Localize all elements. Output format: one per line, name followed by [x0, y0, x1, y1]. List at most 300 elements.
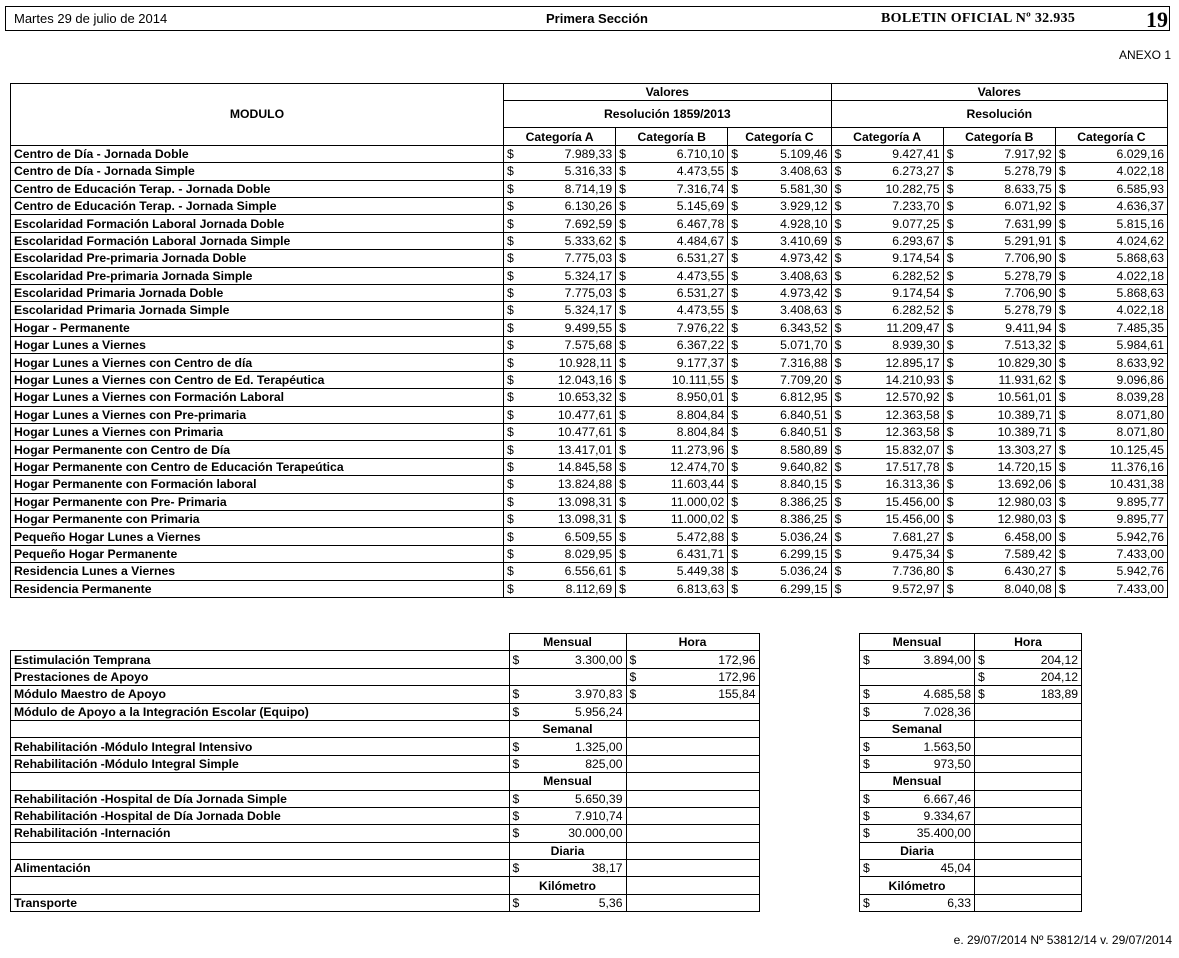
currency-sign: $: [728, 371, 749, 388]
value-cell: 6.531,27: [636, 250, 728, 267]
value-cell: 7.976,22: [636, 319, 728, 336]
currency-sign: $: [509, 651, 530, 668]
module-name: Centro de Día - Jornada Doble: [11, 145, 504, 162]
currency-sign: $: [943, 563, 964, 580]
currency-sign: $: [728, 319, 749, 336]
value-cell: 7.485,35: [1076, 319, 1168, 336]
currency-sign: $: [943, 493, 964, 510]
value-cell: [995, 807, 1082, 824]
value-cell: 5.036,24: [748, 563, 831, 580]
value-cell: 8.950,01: [636, 389, 728, 406]
period-header: Mensual: [509, 773, 626, 790]
value-cell: 9.895,77: [1076, 510, 1168, 527]
service-name: Módulo Maestro de Apoyo: [11, 686, 510, 703]
value-cell: 5.316,33: [524, 163, 616, 180]
value-cell: 7.575,68: [524, 337, 616, 354]
currency-sign: $: [831, 476, 852, 493]
value-cell: 4.022,18: [1076, 267, 1168, 284]
currency-sign: $: [616, 319, 637, 336]
currency-sign: $: [728, 284, 749, 301]
values-header-1: Valores: [504, 84, 832, 101]
currency-sign: $: [728, 215, 749, 232]
value-cell: 6.840,51: [748, 406, 831, 423]
value-cell: 13.824,88: [524, 476, 616, 493]
value-cell: 45,04: [880, 860, 975, 877]
value-cell: 4.636,37: [1076, 197, 1168, 214]
value-cell: 6.710,10: [636, 145, 728, 162]
value-cell: 7.692,59: [524, 215, 616, 232]
period-header: Kilómetro: [860, 877, 975, 894]
currency-sign: [626, 790, 647, 807]
value-cell: [647, 790, 760, 807]
currency-sign: $: [504, 145, 525, 162]
table-row: [11, 807, 760, 824]
currency-sign: $: [860, 860, 881, 877]
value-cell: 8.386,25: [748, 510, 831, 527]
value-cell: 6.430,27: [964, 563, 1056, 580]
module-name: Hogar Lunes a Viernes con Centro de día: [11, 354, 504, 371]
value-cell: 9.177,37: [636, 354, 728, 371]
value-cell: 5.956,24: [530, 703, 627, 720]
currency-sign: $: [728, 563, 749, 580]
currency-sign: $: [728, 528, 749, 545]
currency-sign: $: [943, 267, 964, 284]
table-row: [11, 738, 760, 755]
value-cell: 8.386,25: [748, 493, 831, 510]
currency-sign: [860, 668, 881, 685]
table-row: [860, 807, 1082, 824]
module-name: Residencia Permanente: [11, 580, 504, 597]
currency-sign: $: [616, 580, 637, 597]
currency-sign: $: [728, 145, 749, 162]
currency-sign: $: [728, 510, 749, 527]
currency-sign: $: [509, 790, 530, 807]
module-name: Hogar Permanente con Formación laboral: [11, 476, 504, 493]
value-cell: 13.098,31: [524, 510, 616, 527]
value-cell: 5.333,62: [524, 232, 616, 249]
value-cell: 9.499,55: [524, 319, 616, 336]
value-cell: 8.112,69: [524, 580, 616, 597]
value-cell: 3.970,83: [530, 686, 627, 703]
currency-sign: $: [504, 250, 525, 267]
value-cell: 13.417,01: [524, 441, 616, 458]
currency-sign: $: [728, 545, 749, 562]
currency-sign: $: [504, 476, 525, 493]
value-cell: 6.467,78: [636, 215, 728, 232]
currency-sign: $: [860, 894, 881, 911]
currency-sign: $: [1055, 545, 1076, 562]
currency-sign: $: [509, 825, 530, 842]
table-row: [860, 894, 1082, 911]
value-cell: 30.000,00: [530, 825, 627, 842]
module-name: Pequeño Hogar Lunes a Viernes: [11, 528, 504, 545]
currency-sign: $: [504, 163, 525, 180]
value-cell: 8.633,75: [964, 180, 1056, 197]
currency-sign: $: [943, 528, 964, 545]
currency-sign: $: [728, 197, 749, 214]
value-cell: [995, 790, 1082, 807]
currency-sign: $: [504, 563, 525, 580]
module-name: Hogar Permanente con Centro de Día: [11, 441, 504, 458]
value-cell: 5.109,46: [748, 145, 831, 162]
value-cell: 9.096,86: [1076, 371, 1168, 388]
table-row: [11, 180, 1168, 197]
currency-sign: $: [504, 441, 525, 458]
currency-sign: [975, 703, 996, 720]
value-cell: 7.706,90: [964, 250, 1056, 267]
value-cell: 825,00: [530, 755, 627, 772]
value-cell: 5.984,61: [1076, 337, 1168, 354]
currency-sign: $: [504, 493, 525, 510]
value-cell: 7.316,74: [636, 180, 728, 197]
header-date: Martes 29 de julio de 2014: [14, 11, 168, 26]
currency-sign: $: [504, 458, 525, 475]
currency-sign: $: [1055, 197, 1076, 214]
table-row: [11, 755, 760, 772]
currency-sign: $: [504, 267, 525, 284]
value-cell: 10.431,38: [1076, 476, 1168, 493]
module-name: Hogar Lunes a Viernes con Formación Laboral: [11, 389, 504, 406]
currency-sign: $: [728, 232, 749, 249]
currency-sign: $: [1055, 424, 1076, 441]
value-cell: 5.650,39: [530, 790, 627, 807]
module-name: Hogar Lunes a Viernes con Primaria: [11, 424, 504, 441]
value-cell: 6.130,26: [524, 197, 616, 214]
currency-sign: $: [616, 424, 637, 441]
value-cell: [647, 860, 760, 877]
currency-sign: $: [975, 668, 996, 685]
table-row: [11, 720, 760, 737]
value-cell: 5.581,30: [748, 180, 831, 197]
value-cell: 35.400,00: [880, 825, 975, 842]
period-header: Semanal: [509, 720, 626, 737]
category-header: Categoría C: [728, 128, 831, 145]
currency-sign: $: [1055, 389, 1076, 406]
table-row: [11, 510, 1168, 527]
values-header-2: Valores: [831, 84, 1167, 101]
currency-sign: $: [728, 458, 749, 475]
table-row: [860, 825, 1082, 842]
value-cell: [647, 755, 760, 772]
value-cell: 8.633,92: [1076, 354, 1168, 371]
value-cell: 3.408,63: [748, 302, 831, 319]
currency-sign: $: [1055, 250, 1076, 267]
currency-sign: $: [1055, 163, 1076, 180]
value-cell: 38,17: [530, 860, 627, 877]
value-cell: 10.829,30: [964, 354, 1056, 371]
table-row: [11, 563, 1168, 580]
currency-sign: $: [831, 458, 852, 475]
table-row: [11, 493, 1168, 510]
value-cell: 8.804,84: [636, 406, 728, 423]
value-cell: 10.389,71: [964, 424, 1056, 441]
value-cell: 10.111,55: [636, 371, 728, 388]
currency-sign: $: [616, 406, 637, 423]
value-cell: [647, 703, 760, 720]
currency-sign: $: [943, 545, 964, 562]
currency-sign: $: [728, 406, 749, 423]
module-name: Hogar - Permanente: [11, 319, 504, 336]
currency-sign: $: [831, 510, 852, 527]
currency-sign: $: [504, 406, 525, 423]
value-cell: 6.458,00: [964, 528, 1056, 545]
currency-sign: $: [831, 319, 852, 336]
module-name: Centro de Educación Terap. - Jornada Doble: [11, 180, 504, 197]
table-row: [11, 163, 1168, 180]
value-cell: 5.942,76: [1076, 563, 1168, 580]
table-row: [11, 406, 1168, 423]
value-cell: 15.456,00: [852, 510, 944, 527]
table-row: [860, 755, 1082, 772]
page-number: 19: [1146, 7, 1168, 32]
value-cell: [647, 807, 760, 824]
value-cell: 7.028,36: [880, 703, 975, 720]
currency-sign: $: [616, 493, 637, 510]
blank-cell: [626, 842, 759, 859]
value-cell: 10.477,61: [524, 406, 616, 423]
table-row: [11, 284, 1168, 301]
currency-sign: $: [943, 197, 964, 214]
value-cell: [647, 738, 760, 755]
value-cell: 6.556,61: [524, 563, 616, 580]
currency-sign: $: [728, 580, 749, 597]
value-cell: 4.973,42: [748, 284, 831, 301]
value-cell: [647, 825, 760, 842]
currency-sign: $: [1055, 267, 1076, 284]
currency-sign: $: [943, 371, 964, 388]
currency-sign: $: [943, 145, 964, 162]
value-cell: 6.667,46: [880, 790, 975, 807]
currency-sign: $: [728, 354, 749, 371]
resolution-1859-header: Resolución 1859/2013: [504, 101, 832, 128]
blank-cell: [11, 634, 510, 651]
table-row: [11, 860, 760, 877]
currency-sign: $: [509, 738, 530, 755]
currency-sign: $: [1055, 302, 1076, 319]
value-cell: 10.928,11: [524, 354, 616, 371]
module-name: Centro de Día - Jornada Simple: [11, 163, 504, 180]
value-cell: 11.000,02: [636, 510, 728, 527]
service-name: Módulo de Apoyo a la Integración Escolar (Equipo): [11, 703, 510, 720]
currency-sign: [975, 738, 996, 755]
table-row: [11, 215, 1168, 232]
currency-sign: $: [943, 302, 964, 319]
service-name: Estimulación Temprana: [11, 651, 510, 668]
table-row: [860, 773, 1082, 790]
value-cell: 11.931,62: [964, 371, 1056, 388]
table-row: [860, 877, 1082, 894]
value-cell: 7.681,27: [852, 528, 944, 545]
module-name: Hogar Permanente con Pre- Primaria: [11, 493, 504, 510]
column-header: Mensual: [860, 634, 975, 651]
currency-sign: $: [831, 528, 852, 545]
value-cell: 155,84: [647, 686, 760, 703]
currency-sign: $: [504, 580, 525, 597]
service-name: Rehabilitación -Internación: [11, 825, 510, 842]
column-header: Hora: [975, 634, 1082, 651]
currency-sign: $: [626, 668, 647, 685]
currency-sign: [626, 860, 647, 877]
value-cell: 9.174,54: [852, 284, 944, 301]
currency-sign: $: [831, 354, 852, 371]
currency-sign: $: [1055, 476, 1076, 493]
value-cell: 7.709,20: [748, 371, 831, 388]
blank-cell: [975, 773, 1082, 790]
service-name: Rehabilitación -Hospital de Día Jornada Simple: [11, 790, 510, 807]
currency-sign: $: [616, 458, 637, 475]
value-cell: 7.316,88: [748, 354, 831, 371]
value-cell: [995, 703, 1082, 720]
table-row: [11, 842, 760, 859]
value-cell: 7.910,74: [530, 807, 627, 824]
value-cell: 5.815,16: [1076, 215, 1168, 232]
currency-sign: $: [616, 232, 637, 249]
currency-sign: $: [728, 424, 749, 441]
value-cell: 11.000,02: [636, 493, 728, 510]
value-cell: 7.513,32: [964, 337, 1056, 354]
currency-sign: $: [616, 284, 637, 301]
column-header: Hora: [626, 634, 759, 651]
value-cell: 3.929,12: [748, 197, 831, 214]
currency-sign: $: [616, 197, 637, 214]
module-name: Centro de Educación Terap. - Jornada Simple: [11, 197, 504, 214]
currency-sign: $: [728, 163, 749, 180]
value-cell: 5.868,63: [1076, 284, 1168, 301]
currency-sign: $: [509, 686, 530, 703]
table-row: [860, 668, 1082, 685]
currency-sign: [975, 755, 996, 772]
currency-sign: $: [616, 163, 637, 180]
currency-sign: $: [831, 232, 852, 249]
currency-sign: $: [616, 510, 637, 527]
currency-sign: $: [943, 441, 964, 458]
value-cell: 12.980,03: [964, 493, 1056, 510]
currency-sign: $: [626, 686, 647, 703]
value-cell: 13.303,27: [964, 441, 1056, 458]
value-cell: 9.174,54: [852, 250, 944, 267]
table-row: [860, 686, 1082, 703]
value-cell: 8.580,89: [748, 441, 831, 458]
value-cell: 7.631,99: [964, 215, 1056, 232]
value-cell: 5,36: [530, 894, 627, 911]
currency-sign: $: [504, 319, 525, 336]
currency-sign: $: [616, 528, 637, 545]
currency-sign: $: [504, 232, 525, 249]
value-cell: 6.431,71: [636, 545, 728, 562]
table-row: [11, 424, 1168, 441]
currency-sign: $: [504, 215, 525, 232]
currency-sign: $: [616, 371, 637, 388]
currency-sign: $: [1055, 493, 1076, 510]
value-cell: [995, 755, 1082, 772]
table-row: [860, 720, 1082, 737]
value-cell: 5.278,79: [964, 267, 1056, 284]
value-cell: 10.653,32: [524, 389, 616, 406]
value-cell: [995, 860, 1082, 877]
value-cell: 6.813,63: [636, 580, 728, 597]
value-cell: 8.040,08: [964, 580, 1056, 597]
currency-sign: $: [860, 686, 881, 703]
currency-sign: $: [616, 250, 637, 267]
currency-sign: $: [943, 458, 964, 475]
value-cell: 12.980,03: [964, 510, 1056, 527]
value-cell: 10.125,45: [1076, 441, 1168, 458]
category-header: Categoría A: [504, 128, 616, 145]
currency-sign: $: [975, 686, 996, 703]
category-header: Categoría C: [1055, 128, 1167, 145]
value-cell: 3.410,69: [748, 232, 831, 249]
value-cell: 12.895,17: [852, 354, 944, 371]
footer-reference: e. 29/07/2014 Nº 53812/14 v. 29/07/2014: [953, 933, 1172, 947]
module-name: Residencia Lunes a Viernes: [11, 563, 504, 580]
table-row: [11, 267, 1168, 284]
currency-sign: [626, 755, 647, 772]
value-cell: 6.029,16: [1076, 145, 1168, 162]
value-cell: 3.408,63: [748, 163, 831, 180]
value-cell: 7.736,80: [852, 563, 944, 580]
currency-sign: $: [504, 528, 525, 545]
currency-sign: $: [943, 284, 964, 301]
value-cell: 4.973,42: [748, 250, 831, 267]
value-cell: 5.942,76: [1076, 528, 1168, 545]
currency-sign: $: [616, 563, 637, 580]
value-cell: 204,12: [995, 651, 1082, 668]
currency-sign: $: [1055, 563, 1076, 580]
module-name: Escolaridad Primaria Jornada Simple: [11, 302, 504, 319]
value-cell: 9.334,67: [880, 807, 975, 824]
blank-cell: [626, 877, 759, 894]
currency-sign: $: [1055, 284, 1076, 301]
currency-sign: $: [616, 145, 637, 162]
period-header: Semanal: [860, 720, 975, 737]
currency-sign: $: [504, 424, 525, 441]
annex-label: ANEXO 1: [1118, 48, 1171, 62]
value-cell: 13.098,31: [524, 493, 616, 510]
table-row: [11, 232, 1168, 249]
value-cell: 6.840,51: [748, 424, 831, 441]
value-cell: 6.299,15: [748, 580, 831, 597]
currency-sign: $: [831, 337, 852, 354]
value-cell: 12.043,16: [524, 371, 616, 388]
value-cell: 5.324,17: [524, 267, 616, 284]
value-cell: 16.313,36: [852, 476, 944, 493]
table-row: [11, 458, 1168, 475]
value-cell: 5.868,63: [1076, 250, 1168, 267]
value-cell: 4.484,67: [636, 232, 728, 249]
table-row: [11, 197, 1168, 214]
currency-sign: $: [616, 545, 637, 562]
table-row: [11, 686, 760, 703]
value-cell: 4.022,18: [1076, 163, 1168, 180]
table-row: [860, 860, 1082, 877]
currency-sign: [626, 894, 647, 911]
currency-sign: $: [728, 441, 749, 458]
currency-sign: $: [504, 354, 525, 371]
value-cell: 5.291,91: [964, 232, 1056, 249]
currency-sign: $: [943, 215, 964, 232]
currency-sign: $: [831, 371, 852, 388]
currency-sign: $: [831, 197, 852, 214]
currency-sign: $: [831, 302, 852, 319]
currency-sign: $: [616, 476, 637, 493]
table-row: [860, 842, 1082, 859]
currency-sign: $: [626, 651, 647, 668]
value-cell: 3.894,00: [880, 651, 975, 668]
value-cell: 13.692,06: [964, 476, 1056, 493]
table-row: [860, 790, 1082, 807]
service-name: Rehabilitación -Módulo Integral Simple: [11, 755, 510, 772]
value-cell: 9.895,77: [1076, 493, 1168, 510]
